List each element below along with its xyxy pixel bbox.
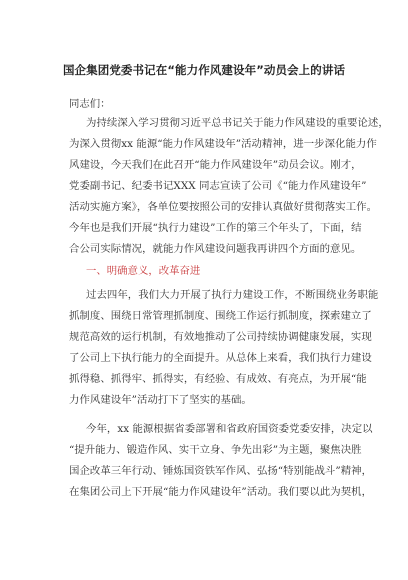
paragraph-line: 党委副书记、纪委书记XXX 同志宣读了公司《“能力作风建设年” <box>69 180 367 192</box>
paragraph-line: 国企改革三年行动、锤炼国资铁军作风、弘扬“特别能战斗”精神， <box>69 465 373 477</box>
greeting: 同志们： <box>69 98 111 110</box>
document-title: 国企集团党委书记在“能力作风建设年”动员会上的讲话 <box>62 63 346 77</box>
paragraph-line: 力作风建设年”活动打下了坚实的基础。 <box>69 394 252 406</box>
paragraph-line: 活动实施方案》，各单位要按照公司的安排认真做好贯彻落实工作。 <box>69 201 378 213</box>
paragraph-line: 合公司实际情况，就能力作风建设问题我再讲四个方面的意见。 <box>69 243 362 255</box>
paragraph-line: “提升能力、锻造作风、实干立身、争先出彩”为主题，聚焦决胜 <box>69 444 362 456</box>
paragraph-line: 抓制度、围绕日常管理抓制度、围绕工作运行抓制度，探索建立了 <box>69 310 372 322</box>
paragraph-line: 为持续深入学习贯彻习近平总书记关于能力作风建设的重要论述， <box>86 117 389 129</box>
paragraph-line: 过去四年，我们大力开展了执行力建设工作，不断围绕业务职能 <box>86 289 379 301</box>
paragraph-line: 规范高效的运行机制，有效地推动了公司持续协调健康发展，实现 <box>69 331 372 343</box>
paragraph-line: 风建设，今天我们在此召开“能力作风建设年”动员会议。刚才， <box>69 159 362 171</box>
paragraph-line: 了公司上下执行能力的全面提升。从总体上来看，我们执行力建设 <box>69 352 372 364</box>
paragraph-line: 今年也是我们开展“执行力建设”工作的第三个年头了，下面，结 <box>69 222 362 234</box>
section-heading: 一、明确意义，改革奋进 <box>86 265 201 277</box>
paragraph-line: 今年，xx 能源根据省委部署和省政府国资委党委安排，决定以 <box>86 423 373 435</box>
paragraph-line: 在集团公司上下开展“能力作风建设年”活动。我们要以此为契机， <box>69 486 373 498</box>
paragraph-line: 为深入贯彻xx 能源“能力作风建设年”活动精神，进一步深化能力作 <box>69 138 377 150</box>
paragraph-line: 抓得稳、抓得牢、抓得实，有经验、有成效、有亮点，为开展“能 <box>69 373 367 385</box>
